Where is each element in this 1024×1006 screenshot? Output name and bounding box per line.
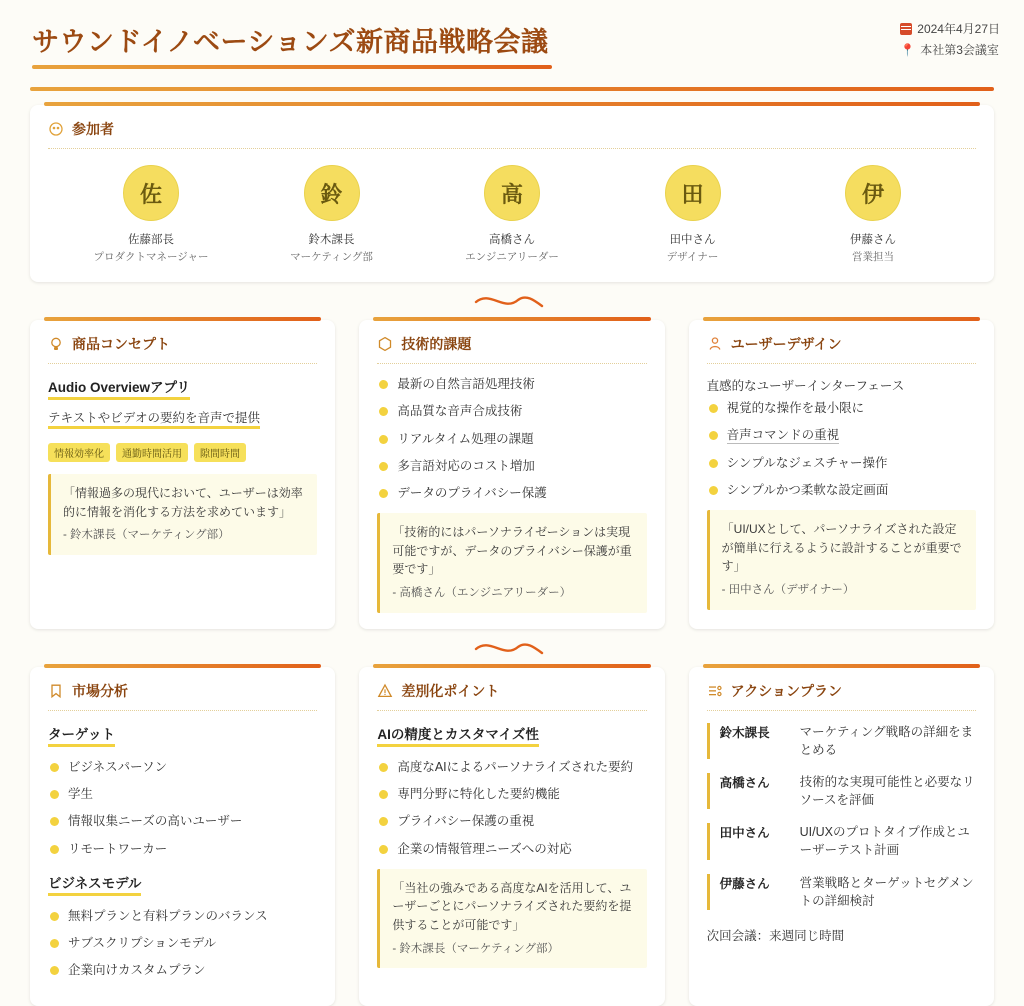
participant — [257, 165, 407, 264]
title-block — [24, 16, 552, 69]
list-item — [377, 759, 646, 775]
list-item — [377, 813, 646, 829]
list-item-text: 高品質な音声合成技術 — [397, 404, 523, 419]
market-target-head: ターゲット — [48, 723, 115, 747]
meeting-date-row — [900, 20, 1000, 37]
market-model-list — [48, 908, 317, 979]
action-item — [707, 773, 976, 809]
action-item — [707, 823, 976, 859]
list-item — [707, 400, 976, 416]
tag: 情報効率化 — [48, 443, 110, 462]
quote-text: 「技術的にはパーソナライゼーションは実現可能ですが、データのプライバシー保護が重要です」 — [392, 525, 632, 577]
concept-quote — [48, 474, 317, 555]
concept-headline: Audio Overviewアプリ — [48, 376, 190, 400]
action-plan-separator — [707, 710, 976, 711]
action-owner: 田中さん — [719, 826, 770, 841]
ux-title-text: ユーザーデザイン — [730, 336, 842, 352]
list-item-text: 最新の自然言語処理技術 — [397, 377, 535, 391]
participants-card — [30, 105, 994, 282]
market-title-text: 市場分析 — [72, 682, 128, 699]
action-plan-title-text: アクションプラン — [730, 682, 842, 699]
ux-quote — [707, 510, 976, 610]
list-item-text: 多言語対応のコスト増加 — [397, 458, 535, 473]
tech-title — [377, 334, 646, 354]
market-separator — [48, 710, 317, 711]
list-item — [707, 482, 976, 498]
bookmark-icon — [48, 683, 64, 699]
hexagon-icon — [377, 336, 393, 352]
list-item-text: シンプルかつ柔軟な設定画面 — [726, 482, 889, 497]
ux-list — [707, 400, 976, 498]
tech-title-text: 技術的課題 — [401, 336, 472, 352]
action-item — [707, 723, 976, 759]
quote-attribution: - 鈴木課長（マーケティング部） — [392, 942, 559, 955]
users-icon — [48, 121, 64, 137]
row-one — [30, 320, 994, 629]
list-item-text: プライバシー保護の重視 — [397, 814, 535, 829]
ux-separator — [707, 363, 976, 364]
calendar-icon — [900, 23, 912, 35]
market-target-list — [48, 759, 317, 857]
list-item — [377, 458, 646, 474]
concept-tags — [48, 443, 317, 462]
warning-icon — [377, 683, 393, 699]
list-item — [48, 786, 317, 802]
concept-subtext: テキストやビデオの要約を音声で提供 — [48, 408, 260, 429]
ux-title — [707, 334, 976, 354]
list-item — [48, 935, 317, 951]
avatar: 鈴 — [304, 165, 360, 221]
differentiation-quote — [377, 869, 646, 969]
participants-title — [48, 119, 976, 139]
ux-lead: 直感的なユーザーインターフェース — [706, 379, 905, 393]
avatar: 佐 — [123, 165, 179, 221]
quote-text: 「情報過多の現代において、ユーザーは効率的に情報を消化する方法を求めています」 — [63, 486, 303, 519]
avatar: 伊 — [845, 165, 901, 221]
list-item-text: 視覚的な操作を最小限に — [726, 401, 865, 415]
quote-attribution: - 鈴木課長（マーケティング部） — [63, 529, 230, 542]
row-two — [30, 667, 994, 1006]
list-item — [48, 813, 317, 829]
concept-title — [48, 334, 317, 354]
list-item-text: 企業向けカスタムプラン — [68, 963, 206, 978]
action-owner: 高橋さん — [719, 776, 770, 791]
participant — [437, 165, 587, 264]
participants-list — [48, 161, 976, 266]
list-item-text: リモートワーカー — [68, 841, 168, 856]
differentiation-headline: AIの精度とカスタマイズ性 — [377, 723, 539, 747]
list-item-text: リアルタイム処理の課題 — [397, 431, 534, 446]
participant-name: 田中さん — [669, 234, 716, 246]
action-task: マーケティング戦略の詳細をまとめる — [799, 724, 974, 757]
list-item — [48, 962, 317, 978]
participant-name: 伊藤さん — [850, 234, 896, 246]
tag: 隙間時間 — [194, 443, 246, 462]
meeting-location-row — [900, 41, 1000, 58]
meeting-meta — [900, 16, 1000, 62]
list-item-text: シンプルなジェスチャー操作 — [726, 455, 888, 470]
concept-title-text: 商品コンセプト — [72, 336, 170, 352]
map-pin-icon: 📍 — [900, 42, 916, 57]
list-item — [48, 908, 317, 924]
action-task: UI/UXのプロトタイプ作成とユーザーテスト計画 — [799, 825, 970, 858]
differentiation-title-text: 差別化ポイント — [401, 682, 500, 699]
participant — [798, 165, 948, 264]
meeting-date: 2024年4月27日 — [917, 22, 1000, 36]
action-plan-card — [689, 667, 994, 1006]
action-item — [707, 874, 976, 910]
participant — [618, 165, 768, 264]
participants-title-text: 参加者 — [72, 121, 114, 137]
list-item-text: 専門分野に特化した要約機能 — [397, 787, 560, 802]
tech-card — [359, 320, 664, 629]
page-title: サウンドイノベーションズ新商品戦略会議 — [32, 27, 549, 57]
list-item — [377, 841, 646, 857]
action-owner: 鈴木課長 — [719, 725, 770, 740]
avatar: 高 — [484, 165, 540, 221]
participant-role: マーケティング部 — [290, 251, 373, 263]
quote-text: 「UI/UXとして、パーソナライズされた設定が簡単に行えるように設計することが重要です」 — [721, 522, 962, 574]
tag: 通勤時間活用 — [116, 443, 188, 462]
list-item — [377, 786, 646, 802]
action-plan-title — [707, 681, 976, 701]
participant-name: 鈴木課長 — [308, 234, 355, 246]
list-item — [377, 485, 646, 501]
list-item — [377, 431, 646, 447]
person-icon — [707, 336, 723, 352]
list-item — [377, 403, 646, 419]
section-divider-squiggle-2 — [24, 637, 1000, 663]
title-underline — [32, 65, 552, 69]
action-task: 技術的な実現可能性と必要なリソースを評価 — [799, 775, 975, 808]
concept-separator — [48, 363, 317, 364]
differentiation-card — [359, 667, 664, 1006]
list-item-text: データのプライバシー保護 — [397, 486, 547, 500]
meeting-location: 本社第3会議室 — [920, 43, 999, 57]
market-model-head: ビジネスモデル — [48, 872, 141, 896]
quote-attribution: - 高橋さん（エンジニアリーダー） — [392, 587, 572, 600]
action-task: 営業戦略とターゲットセグメントの詳細検討 — [799, 875, 974, 908]
header-divider — [30, 87, 994, 91]
next-meeting-note: 次回会議：来週同じ時間 — [706, 928, 845, 943]
differentiation-separator — [377, 710, 646, 711]
list-item-text: 情報収集ニーズの高いユーザー — [68, 814, 243, 829]
list-item-text: 学生 — [68, 787, 94, 802]
list-item — [707, 427, 976, 443]
participant — [76, 165, 226, 264]
tech-separator — [377, 363, 646, 364]
list-item — [48, 841, 317, 857]
market-card — [30, 667, 335, 1006]
ux-card — [689, 320, 994, 629]
participant-name: 高橋さん — [489, 234, 535, 246]
quote-attribution: - 田中さん（デザイナー） — [721, 583, 855, 596]
list-icon — [707, 683, 723, 699]
participants-separator — [48, 148, 976, 149]
avatar: 田 — [665, 165, 721, 221]
list-item-text: サブスクリプションモデル — [68, 936, 217, 951]
participant-role: 営業担当 — [852, 251, 894, 263]
lightbulb-icon — [48, 336, 64, 352]
differentiation-title — [377, 681, 646, 701]
tech-list — [377, 376, 646, 501]
list-item-text: 企業の情報管理ニーズへの対応 — [397, 841, 572, 856]
list-item-text: 音声コマンドの重視 — [726, 428, 840, 443]
list-item-text: ビジネスパーソン — [68, 759, 168, 774]
participant-role: デザイナー — [666, 251, 719, 263]
market-title — [48, 681, 317, 701]
list-item — [48, 759, 317, 775]
action-owner: 伊藤さん — [719, 876, 770, 891]
participant-role: プロダクトマネージャー — [93, 251, 209, 263]
concept-card — [30, 320, 335, 629]
list-item — [707, 455, 976, 471]
participant-name: 佐藤部長 — [128, 234, 174, 246]
list-item-text: 高度なAIによるパーソナライズされた要約 — [397, 759, 634, 774]
list-item-text: 無料プランと有料プランのバランス — [68, 908, 268, 923]
list-item — [377, 376, 646, 392]
quote-text: 「当社の強みである高度なAIを活用して、ユーザーごとにパーソナライズされた要約を提供することが可能です」 — [392, 880, 632, 933]
page-header — [24, 16, 1000, 69]
tech-quote — [377, 513, 646, 613]
differentiation-list — [377, 759, 646, 857]
section-divider-squiggle — [24, 290, 1000, 316]
participant-role: エンジニアリーダー — [465, 251, 559, 263]
